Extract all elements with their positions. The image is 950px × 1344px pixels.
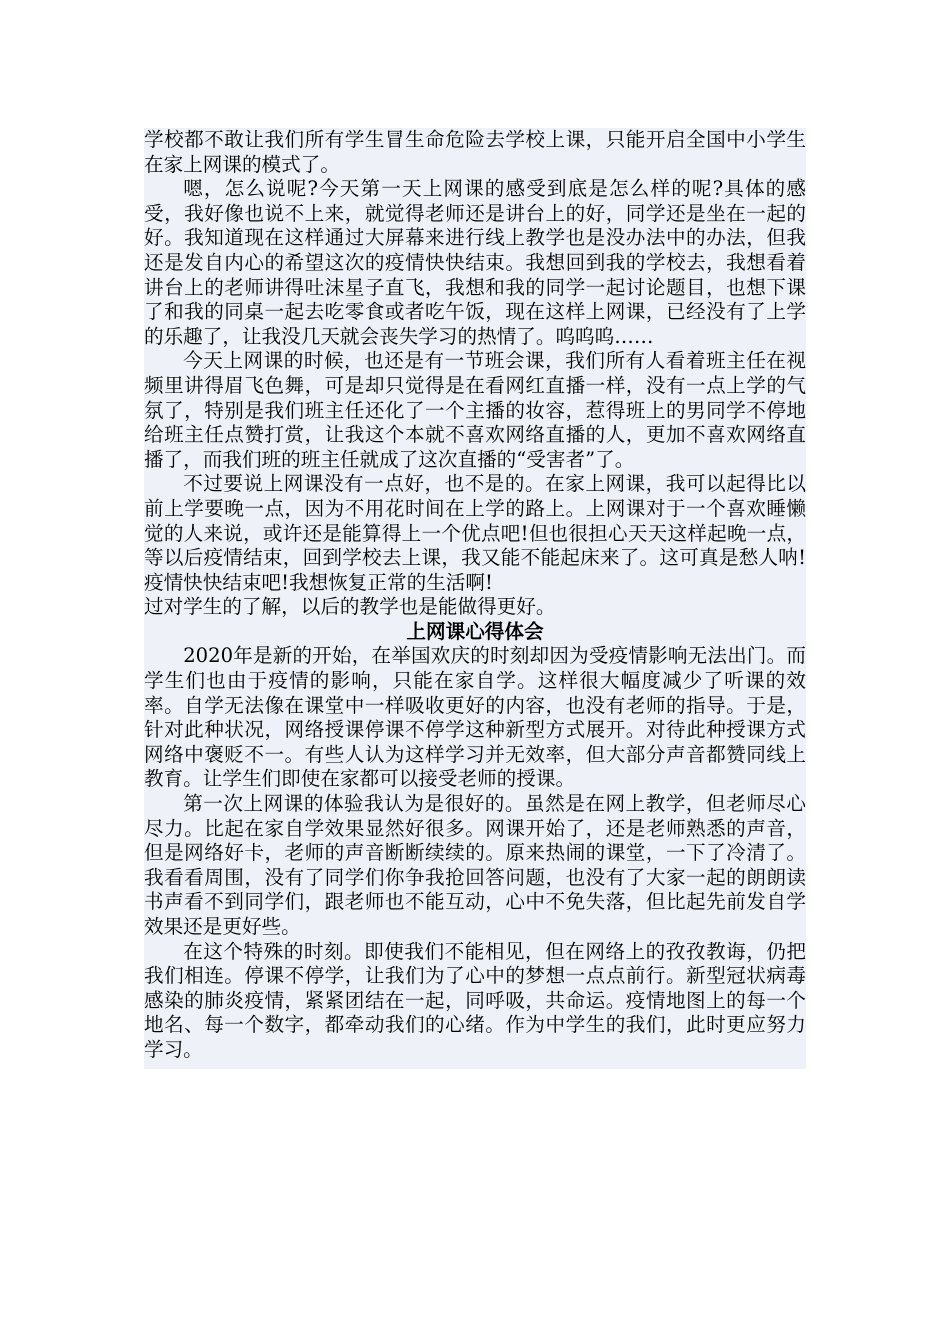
paragraph: 2020年是新的开始，在举国欢庆的时刻却因为受疫情影响无法出门。而学生们也由于疫情的影响，只能在家自学。这样很大幅度减少了听课的效率。自学无法像在课堂中一样吸收更好的内容，也没有老师的指导。于是，针对此种状况，网络授课停课不停学这种新型方式展开。对待此种授课方式网络中褒贬不一。有些人认为这样学习并无效率，但大部分声音都赞同线上教育。让学生们即使在家都可以接受老师的授课。 <box>144 644 806 791</box>
orphan-line: 过对学生的了解，以后的教学也是能做得更好。 <box>144 595 556 619</box>
paragraph: 学校都不敢让我们所有学生冒生命危险去学校上课，只能开启全国中小学生在家上网课的模式了。 <box>144 128 806 176</box>
paragraph: 在这个特殊的时刻。即使我们不能相见，但在网络上的孜孜教诲，仍把我们相连。停课不停学，让我们为了心中的梦想一点点前行。新型冠状病毒感染的肺炎疫情，紧紧团结在一起，同呼吸，共命运。疫情地图上的每一个地名、每一个数字，都牵动我们的心绪。作为中学生的我们，此时更应努力学习。 <box>144 939 806 1061</box>
paragraph: 不过要说上网课没有一点好，也不是的。在家上网课，我可以起得比以前上学要晚一点，因为不用花时间在上学的路上。上网课对于一个喜欢睡懒觉的人来说，或许还是能算得上一个优点吧!但也很担心天天这样起晚一点，等以后疫情结束，回到学校去上课，我又能不能起床来了。这可真是愁人呐!疫情快快结束吧!我想恢复正常的生活啊! <box>144 472 806 594</box>
paragraph: 今天上网课的时候，也还是有一节班会课，我们所有人看着班主任在视频里讲得眉飞色舞，可是却只觉得是在看网红直播一样，没有一点上学的气氛了，特别是我们班主任还化了一个主播的妆容，惹得班上的男同学不停地给班主任点赞打赏，让我这个本就不喜欢网络直播的人，更加不喜欢网络直播了，而我们班的班主任就成了这次直播的“受害者”了。 <box>144 349 806 471</box>
document-body <box>144 128 806 1069</box>
section-title: 上网课心得体会 <box>406 619 544 643</box>
paragraph: 嗯，怎么说呢?今天第一天上网课的感受到底是怎么样的呢?具体的感受，我好像也说不上来，就觉得老师还是讲台上的好，同学还是坐在一起的好。我知道现在这样通过大屏幕来进行线上教学也是没办法中的办法，但我还是发自内心的希望这次的疫情快快结束。我想回到我的学校去，我想看着讲台上的老师讲得吐沫星子直飞，我想和我的同学一起讨论题目，也想下课了和我的同桌一起去吃零食或者吃午饭，现在这样上网课，已经没有了上学的乐趣了，让我没几天就会丧失学习的热情了。呜呜呜…… <box>144 177 806 348</box>
paragraph: 第一次上网课的体验我认为是很好的。虽然是在网上教学，但老师尽心尽力。比起在家自学效果显然好很多。网课开始了，还是老师熟悉的声音，但是网络好卡，老师的声音断断续续的。原来热闹的课堂，一下了冷清了。我看看周围，没有了同学们你争我抢回答问题，也没有了大家一起的朗朗读书声看不到同学们，跟老师也不能互动，心中不免失落，但比起先前发自学效果还是更好些。 <box>144 792 806 938</box>
